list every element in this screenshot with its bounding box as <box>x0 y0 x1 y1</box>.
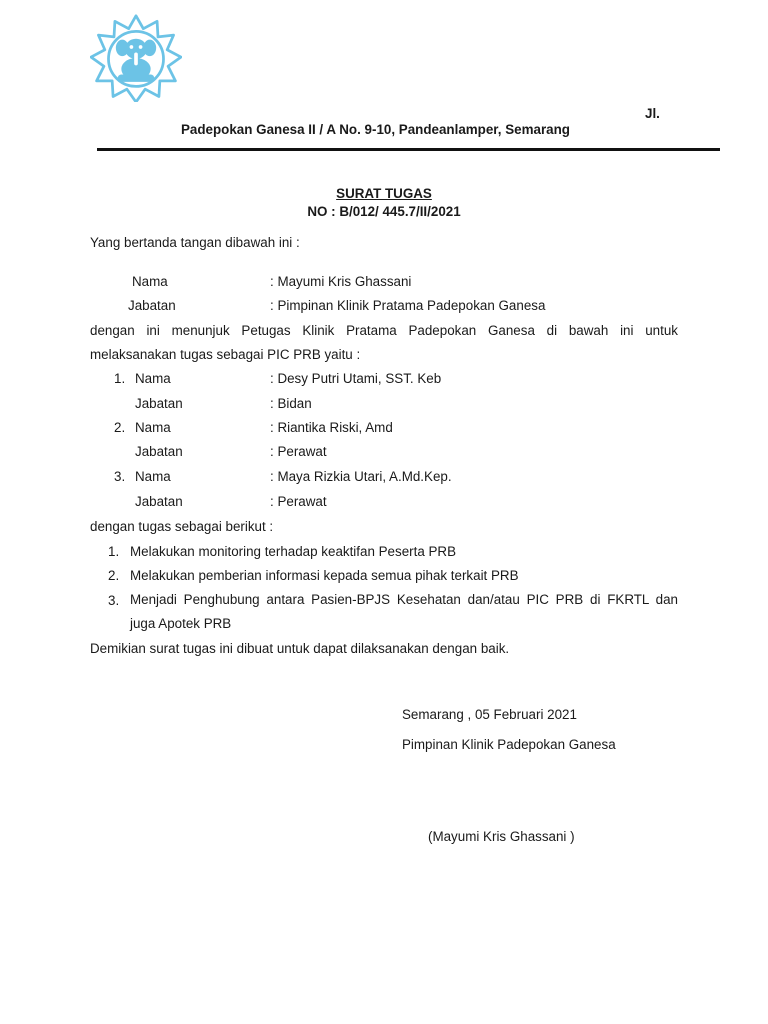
document-number: NO : B/012/ 445.7/II/2021 <box>307 204 461 219</box>
intro-text: Yang bertanda tangan dibawah ini : <box>90 235 300 250</box>
staff-3-position-value: : Perawat <box>270 494 327 509</box>
staff-1-position-label: Jabatan <box>135 396 183 411</box>
task-2-text: Melakukan pemberian informasi kepada semua pihak terkait PRB <box>130 568 519 583</box>
task-3-text-line-1: Menjadi Penghubung antara Pasien-BPJS Kesehatan dan/atau PIC PRB di FKRTL dan <box>130 592 678 607</box>
signer-name-label: Nama <box>132 274 168 289</box>
staff-3-name-label: Nama <box>135 469 171 484</box>
staff-3-name-value: : Maya Rizkia Utari, A.Md.Kep. <box>270 469 452 484</box>
header-jl: Jl. <box>645 106 660 121</box>
task-2-number: 2. <box>108 568 120 583</box>
signature-place-date: Semarang , 05 Februari 2021 <box>402 707 577 722</box>
signature-name: (Mayumi Kris Ghassani ) <box>428 829 575 844</box>
staff-1-position-value: : Bidan <box>270 396 312 411</box>
task-1-text: Melakukan monitoring terhadap keaktifan Peserta PRB <box>130 544 457 559</box>
signer-position-label: Jabatan <box>128 298 176 313</box>
staff-3-position-label: Jabatan <box>135 494 183 509</box>
staff-2-position-label: Jabatan <box>135 444 183 459</box>
staff-2-position-value: : Perawat <box>270 444 327 459</box>
staff-1-name-value: : Desy Putri Utami, SST. Keb <box>270 371 442 386</box>
signer-name-value: : Mayumi Kris Ghassani <box>270 274 412 289</box>
task-3-number: 3. <box>108 593 120 608</box>
task-1-number: 1. <box>108 544 120 559</box>
staff-1-name-label: Nama <box>135 371 171 386</box>
clinic-logo-icon <box>90 14 182 102</box>
staff-3-number: 3. <box>114 469 126 484</box>
header-divider <box>97 148 720 151</box>
staff-2-name-value: : Riantika Riski, Amd <box>270 420 393 435</box>
header-address: Padepokan Ganesa II / A No. 9-10, Pandeanlamper, Semarang <box>181 122 570 137</box>
staff-1-number: 1. <box>114 371 126 386</box>
signature-position: Pimpinan Klinik Padepokan Ganesa <box>402 737 616 752</box>
appointment-line-2: melaksanakan tugas sebagai PIC PRB yaitu : <box>90 347 361 362</box>
task-3-text-line-2: juga Apotek PRB <box>130 616 232 631</box>
signer-position-value: : Pimpinan Klinik Pratama Padepokan Ganesa <box>270 298 546 313</box>
appointment-line-1: dengan ini menunjuk Petugas Klinik Pratama Padepokan Ganesa di bawah ini untuk <box>90 323 678 338</box>
staff-2-number: 2. <box>114 420 126 435</box>
tasks-intro: dengan tugas sebagai berikut : <box>90 519 274 534</box>
staff-2-name-label: Nama <box>135 420 171 435</box>
closing-text: Demikian surat tugas ini dibuat untuk dapat dilaksanakan dengan baik. <box>90 641 510 656</box>
document-title: SURAT TUGAS <box>336 186 432 201</box>
